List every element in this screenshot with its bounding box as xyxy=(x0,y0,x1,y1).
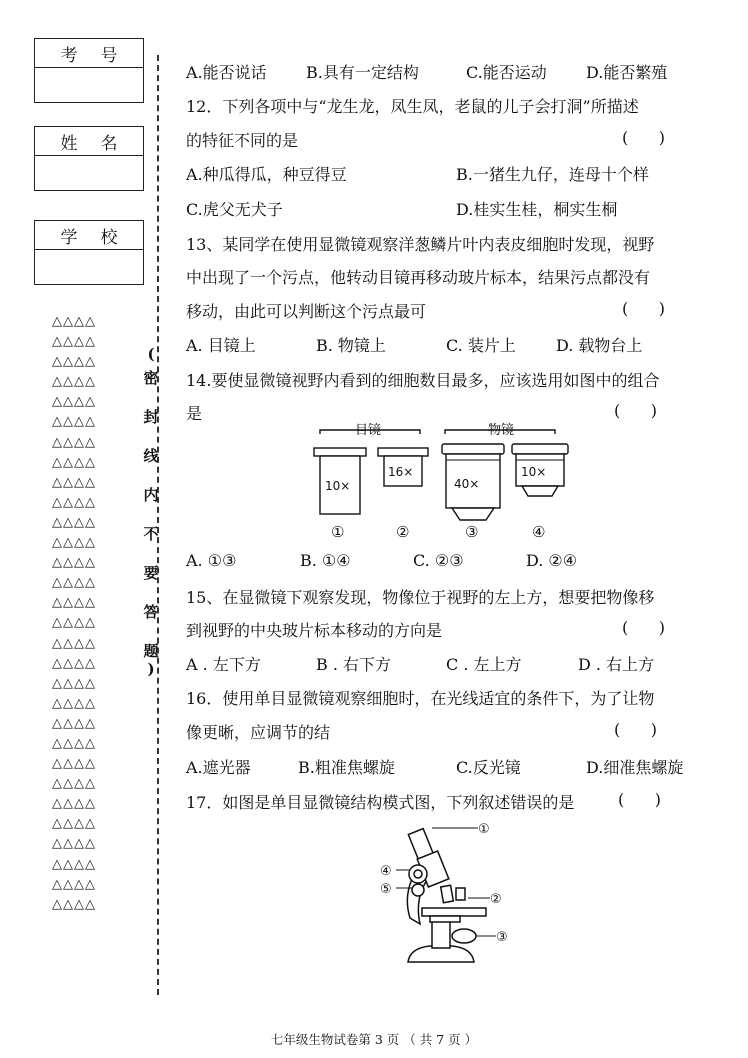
q16-option-a[interactable]: A.遮光器 xyxy=(186,758,251,777)
label-1: ① xyxy=(478,822,490,837)
q15-stem-line1: 15、在显微镜下观察发现，物像位于视野的左上方，想要把物像移 xyxy=(186,588,655,607)
triangle-row: △△△△ xyxy=(52,635,96,651)
triangle-row: △△△△ xyxy=(52,334,96,350)
lens2-number: ② xyxy=(396,523,410,541)
triangle-row: △△△△ xyxy=(52,695,96,711)
q13-stem-line1: 13、某同学在使用显微镜观察洋葱鳞片叶内表皮细胞时发现，视野 xyxy=(186,235,655,254)
q16-stem-line1: 16．使用单目显微镜观察细胞时，在光线适宜的条件下，为了让物 xyxy=(186,689,655,708)
q13-option-b[interactable]: B. 物镜上 xyxy=(316,336,386,355)
name-label xyxy=(35,127,143,156)
triangle-row: △△△△ xyxy=(52,876,96,892)
triangle-row: △△△△ xyxy=(52,655,96,671)
triangle-row: △△△△ xyxy=(52,735,96,751)
lens1-number: ① xyxy=(331,523,345,541)
q14-option-d[interactable]: D. ②④ xyxy=(526,551,578,570)
objective-label: 物镜 xyxy=(488,423,515,438)
label-char: 考 xyxy=(60,45,78,66)
seal-char: 要 xyxy=(143,564,159,582)
triangle-row: △△△△ xyxy=(52,494,96,510)
microscope-icon xyxy=(407,829,486,962)
school-label xyxy=(35,221,143,250)
q16-option-b[interactable]: B.粗准焦螺旋 xyxy=(298,758,395,777)
q14-option-b[interactable]: B. ①④ xyxy=(300,551,351,570)
triangle-row: △△△△ xyxy=(52,595,96,611)
q14-stem-line1: 14.要使显微镜视野内看到的细胞数目最多，应该选用如图中的组合 xyxy=(186,371,660,390)
triangle-row: △△△△ xyxy=(52,615,96,631)
lens1-label: 10× xyxy=(325,479,351,493)
eyepiece-16x-icon xyxy=(378,448,428,486)
q17-answer-blank[interactable]: ( ) xyxy=(618,790,661,809)
q15-option-c[interactable]: C . 左上方 xyxy=(446,655,522,674)
triangle-row: △△△△ xyxy=(52,756,96,772)
eyepiece-label: 目镜 xyxy=(355,423,382,438)
label-char: 姓 xyxy=(60,133,78,154)
q12-option-b[interactable]: B.一猪生九仔，连母十个样 xyxy=(456,165,649,184)
label-char: 校 xyxy=(100,227,118,248)
q11-option-b[interactable]: B.具有一定结构 xyxy=(306,63,419,82)
lens-figure xyxy=(300,420,580,545)
seal-char: 线 xyxy=(143,447,159,465)
q15-option-d[interactable]: D . 右上方 xyxy=(578,655,655,674)
microscope-figure xyxy=(360,820,550,970)
q12-option-d[interactable]: D.桂实生桂，桐实生桐 xyxy=(456,200,618,219)
q13-answer-blank[interactable]: ( ) xyxy=(622,299,665,318)
triangle-row: △△△△ xyxy=(52,314,96,329)
q12-option-c[interactable]: C.虎父无犬子 xyxy=(186,200,283,219)
q16-stem-line2: 像更晰，应调节的结 xyxy=(186,723,331,742)
name-box xyxy=(34,126,144,191)
label-5: ⑤ xyxy=(380,882,392,897)
triangle-row: △△△△ xyxy=(52,454,96,470)
seal-char: 密 xyxy=(143,369,159,387)
lens3-label: 40× xyxy=(454,477,480,491)
exam-number-box xyxy=(34,38,144,103)
label-char: 号 xyxy=(100,45,118,66)
school-field[interactable] xyxy=(35,250,143,284)
q13-option-c[interactable]: C. 装片上 xyxy=(446,336,516,355)
q15-option-a[interactable]: A . 左下方 xyxy=(186,655,261,674)
seal-char: 题 xyxy=(143,642,159,660)
label-char: 名 xyxy=(100,133,118,154)
triangle-pattern xyxy=(52,312,132,915)
triangle-row: △△△△ xyxy=(52,796,96,812)
exam-number-field[interactable] xyxy=(35,68,143,102)
seal-char: 不 xyxy=(143,525,159,543)
triangle-row: △△△△ xyxy=(52,816,96,832)
q12-option-a[interactable]: A.种瓜得瓜，种豆得豆 xyxy=(186,165,347,184)
q13-stem-line3: 移动，由此可以判断这个污点最可 xyxy=(186,302,427,321)
triangle-row: △△△△ xyxy=(52,535,96,551)
seal-char: ) xyxy=(147,660,155,678)
q12-stem-line2: 的特征不同的是 xyxy=(186,131,299,150)
triangle-row: △△△△ xyxy=(52,575,96,591)
q16-option-c[interactable]: C.反光镜 xyxy=(456,758,521,777)
q13-option-d[interactable]: D. 载物台上 xyxy=(556,336,643,355)
q11-option-d[interactable]: D.能否繁殖 xyxy=(586,63,668,82)
q15-answer-blank[interactable]: ( ) xyxy=(622,618,665,637)
triangle-row: △△△△ xyxy=(52,555,96,571)
triangle-row: △△△△ xyxy=(52,354,96,370)
lens3-number: ③ xyxy=(465,523,479,541)
label-3: ③ xyxy=(496,930,508,945)
eyepiece-10x-icon xyxy=(314,448,366,514)
q13-option-a[interactable]: A. 目镜上 xyxy=(186,336,256,355)
triangle-row: △△△△ xyxy=(52,514,96,530)
triangle-row: △△△△ xyxy=(52,776,96,792)
school-box xyxy=(34,220,144,285)
q17-stem-line1: 17．如图是单目显微镜结构模式图，下列叙述错误的是 xyxy=(186,793,575,812)
q15-option-b[interactable]: B . 右下方 xyxy=(316,655,392,674)
triangle-row: △△△△ xyxy=(52,434,96,450)
q14-answer-blank[interactable]: ( ) xyxy=(614,401,657,420)
triangle-row: △△△△ xyxy=(52,896,96,912)
seal-char: 答 xyxy=(143,603,159,621)
triangle-row: △△△△ xyxy=(52,414,96,430)
triangle-row: △△△△ xyxy=(52,374,96,390)
q13-stem-line2: 中出现了一个污点，他转动目镜再移动玻片标本，结果污点都没有 xyxy=(186,268,651,287)
label-char: 学 xyxy=(60,227,78,248)
q16-answer-blank[interactable]: ( ) xyxy=(614,720,657,739)
objective-40x-icon xyxy=(442,444,504,520)
q14-option-c[interactable]: C. ②③ xyxy=(413,551,464,570)
label-4: ④ xyxy=(380,864,392,879)
label-2: ② xyxy=(490,892,502,907)
q15-stem-line2: 到视野的中央玻片标本移动的方向是 xyxy=(186,621,443,640)
q12-stem-line1: 12．下列各项中与“龙生龙，凤生凤，老鼠的儿子会打洞”所描述 xyxy=(186,97,639,116)
name-field[interactable] xyxy=(35,156,143,190)
seal-char: ( xyxy=(147,345,155,363)
q11-option-a[interactable]: A.能否说话 xyxy=(186,63,267,82)
triangle-row: △△△△ xyxy=(52,836,96,852)
seal-char: 封 xyxy=(143,408,159,426)
q12-answer-blank[interactable]: ( ) xyxy=(622,128,665,147)
q11-option-c[interactable]: C.能否运动 xyxy=(466,63,547,82)
lens4-label: 10× xyxy=(521,465,547,479)
seal-char: 内 xyxy=(143,486,159,504)
exam-number-label xyxy=(35,39,143,68)
triangle-row: △△△△ xyxy=(52,394,96,410)
lens2-label: 16× xyxy=(388,465,414,479)
q16-option-d[interactable]: D.细准焦螺旋 xyxy=(586,758,684,777)
seal-dashed-line xyxy=(157,55,159,995)
q14-option-a[interactable]: A. ①③ xyxy=(186,551,237,570)
triangle-row: △△△△ xyxy=(52,856,96,872)
triangle-row: △△△△ xyxy=(52,474,96,490)
page-footer: 七年级生物试卷第 3 页 （ 共 7 页 ） xyxy=(270,1032,478,1047)
lens4-number: ④ xyxy=(532,523,546,541)
triangle-row: △△△△ xyxy=(52,675,96,691)
q14-stem-line2: 是 xyxy=(186,404,203,423)
triangle-row: △△△△ xyxy=(52,715,96,731)
objective-10x-icon xyxy=(512,444,568,496)
